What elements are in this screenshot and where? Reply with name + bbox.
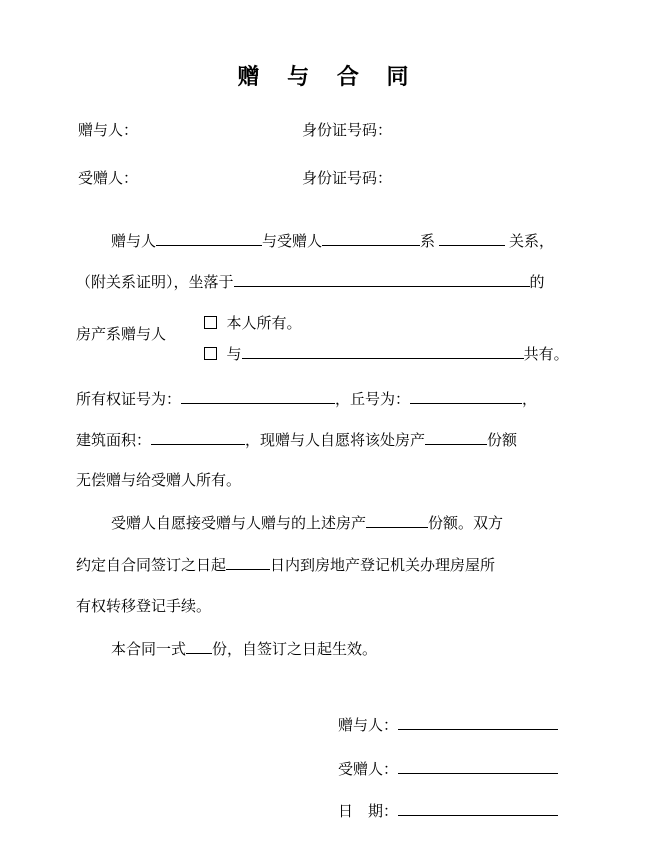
- checkbox-joint[interactable]: [204, 347, 217, 360]
- accept-line: [111, 512, 503, 533]
- copies-rest: 份，自签订之日起生效。: [212, 640, 378, 658]
- sign-donor: [338, 714, 558, 735]
- checkbox-sole[interactable]: [204, 316, 217, 329]
- option-sole: [204, 313, 302, 333]
- opt2-joint: 共有。: [523, 345, 569, 363]
- blank-days[interactable]: [226, 554, 270, 570]
- agree-text: 约定自合同签订之日起: [76, 556, 227, 574]
- p1-and-donee: 与受赠人: [262, 232, 323, 250]
- blank-area[interactable]: [151, 429, 245, 445]
- blank-sign-date[interactable]: [398, 800, 558, 816]
- sign-date-label: 日 期：: [338, 802, 399, 820]
- copies-text: 本合同一式: [111, 640, 187, 658]
- blank-qiu[interactable]: [410, 388, 522, 404]
- donee-id-label: 身份证号码：: [302, 169, 393, 187]
- free-gift-line: 无偿赠与给受赠人所有。: [76, 471, 242, 489]
- donee-label: 受赠人：: [78, 169, 139, 187]
- cert-comma: ，: [522, 390, 538, 408]
- blank-location[interactable]: [234, 271, 530, 287]
- cert-line: [76, 388, 537, 409]
- blank-co-owner[interactable]: [242, 343, 524, 359]
- opt2-with: 与: [226, 345, 242, 363]
- donor-id-label: 身份证号码：: [302, 121, 393, 139]
- sign-date: [338, 800, 558, 821]
- qiu-label: ，丘号为：: [335, 390, 411, 408]
- blank-copies[interactable]: [186, 638, 212, 654]
- accept-share: 份额。双方: [428, 514, 504, 532]
- p2-proof: （附关系证明），坐落于: [76, 273, 234, 291]
- blank-share-1[interactable]: [425, 429, 487, 445]
- option-joint: [204, 343, 569, 364]
- blank-donor[interactable]: [156, 230, 262, 246]
- area-label: 建筑面积：: [76, 431, 152, 449]
- para-1-line-2: [76, 271, 545, 292]
- area-rest: ，现赠与人自愿将该处房产: [245, 431, 426, 449]
- donor-label: 赠与人：: [78, 121, 139, 139]
- sign-donor-label: 赠与人：: [338, 716, 399, 734]
- blank-donee[interactable]: [322, 230, 420, 246]
- sign-donee: [338, 758, 558, 779]
- area-share: 份额: [487, 431, 518, 449]
- p1-relation: 关系，: [509, 232, 555, 250]
- blank-relation[interactable]: [439, 230, 505, 246]
- para-1-line-1: [111, 230, 554, 251]
- contract-title: 赠 与 合 同: [237, 64, 419, 90]
- p2-de: 的: [529, 273, 545, 291]
- opt1-label: 本人所有。: [226, 314, 302, 332]
- blank-sign-donor[interactable]: [398, 714, 558, 730]
- p1-donor: 赠与人: [111, 232, 157, 250]
- area-line: [76, 429, 517, 450]
- agree-line: [76, 554, 495, 575]
- accept-text: 受赠人自愿接受赠与人赠与的上述房产: [111, 514, 367, 532]
- blank-cert[interactable]: [181, 388, 335, 404]
- transfer-line: 有权转移登记手续。: [76, 597, 212, 615]
- p3-house: 房产系赠与人: [76, 325, 167, 343]
- blank-share-2[interactable]: [366, 512, 428, 528]
- copies-line: [111, 638, 377, 659]
- cert-label: 所有权证号为：: [76, 390, 182, 408]
- agree-rest: 日内到房地产登记机关办理房屋所: [270, 556, 496, 574]
- blank-sign-donee[interactable]: [398, 758, 558, 774]
- p1-xi: 系: [420, 232, 436, 250]
- sign-donee-label: 受赠人：: [338, 760, 399, 778]
